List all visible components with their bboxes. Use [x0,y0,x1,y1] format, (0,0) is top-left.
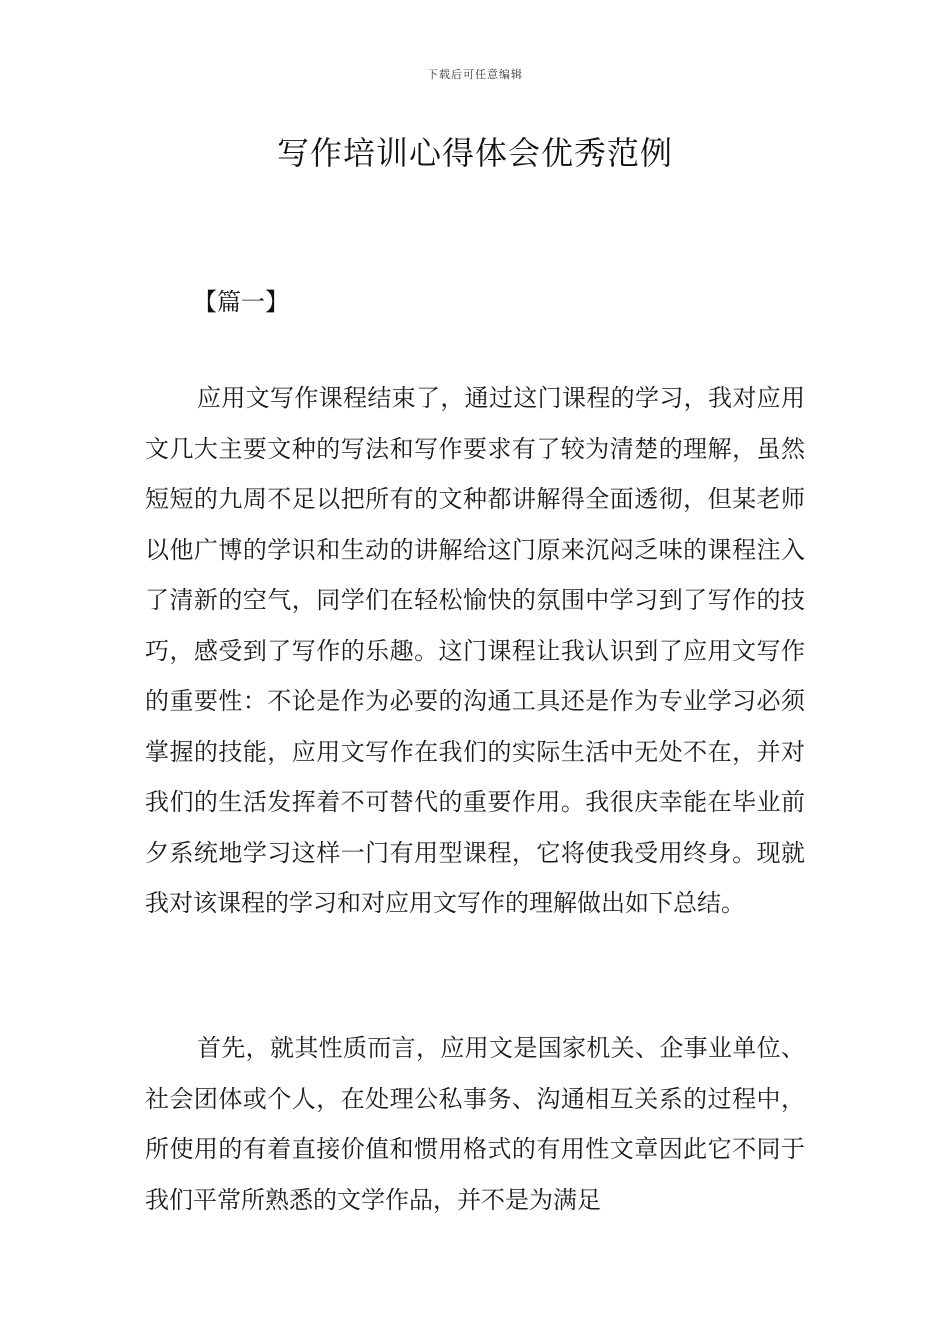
header-note: 下载后可任意编辑 [427,68,523,81]
section-label: 【篇一】 [193,288,289,316]
document-title: 写作培训心得体会优秀范例 [276,134,673,172]
body-paragraph: 应用文写作课程结束了，通过这门课程的学习，我对应用文几大主要文种的写法和写作要求有了较为清楚的理解，虽然短短的九周不足以把所有的文种都讲解得全面透彻，但某老师以他广博的学识和生动的讲解给这门原来沉闷乏味的课程注入了清新的空气，同学们在轻松愉快的氛围中学习到了写作的技巧，感受到了写作的乐趣。这门课程让我认识到了应用文写作的重要性：不论是作为必要的沟通工具还是作为专业学习必须掌握的技能，应用文写作在我们的实际生活中无处不在，并对我们的生活发挥着不可替代的重要作用。我很庆幸能在毕业前夕系统地学习这样一门有用型课程，它将使我受用终身。现就我对该课程的学习和对应用文写作的理解做出如下总结。 [145,384,805,917]
body-paragraph: 首先，就其性质而言，应用文是国家机关、企事业单位、社会团体或个人，在处理公私事务、沟通相互关系的过程中，所使用的有着直接价值和惯用格式的有用性文章因此它不同于我们平常所熟悉的文学作品，并不是为满足 [145,1034,805,1214]
